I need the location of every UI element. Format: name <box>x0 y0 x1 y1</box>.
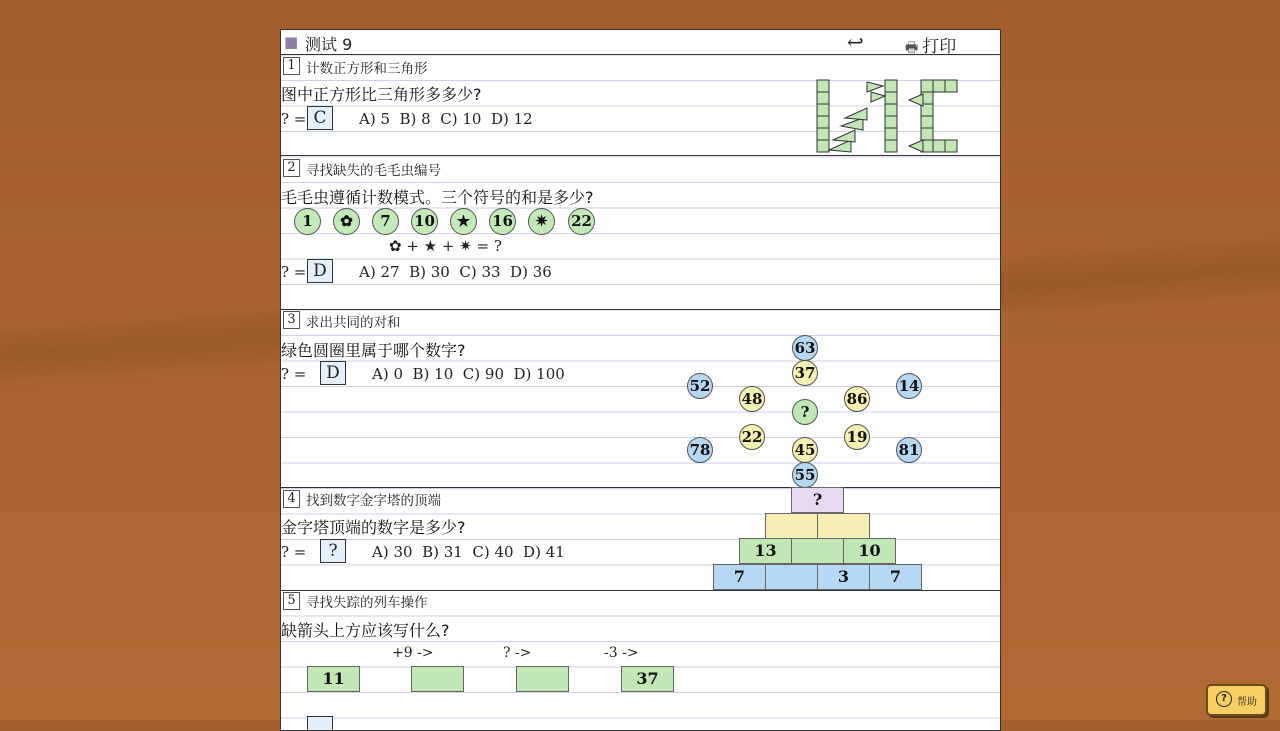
train-car: 11 <box>307 666 360 692</box>
question-icon: ? <box>1216 691 1232 707</box>
page-title: 测试 9 <box>305 35 353 54</box>
question-number-2: 2 <box>283 159 300 177</box>
question-text-4: 金字塔顶端的数字是多少? <box>281 518 466 537</box>
caterpillar-segment: 1 <box>294 208 321 235</box>
train-operation: ? -> <box>503 645 532 661</box>
choices-2: A) 27 B) 30 C) 33 D) 36 <box>359 263 552 281</box>
number-circle: 48 <box>739 386 765 412</box>
printer-icon: 🖶 <box>905 40 919 56</box>
help-label: 帮助 <box>1237 697 1257 708</box>
shapes-figure <box>811 78 971 158</box>
pyramid-brick <box>791 538 844 564</box>
undo-icon[interactable]: ↩ <box>847 30 864 54</box>
number-circle: 55 <box>792 462 818 488</box>
number-circle: 63 <box>792 335 818 361</box>
caterpillar-segment: ✷ <box>528 208 555 235</box>
train-car <box>411 666 464 692</box>
caterpillar-segment: 7 <box>372 208 399 235</box>
answer-box-1[interactable]: C <box>307 106 333 130</box>
question-title-4: 找到数字金字塔的顶端 <box>306 493 441 509</box>
divider <box>281 155 1000 156</box>
number-circle: 19 <box>844 424 870 450</box>
question-text-1: 图中正方形比三角形多多少? <box>281 85 482 104</box>
caterpillar-segment: ✿ <box>333 208 360 235</box>
number-circle: 78 <box>687 437 713 463</box>
answer-label-3: ? = <box>281 365 307 383</box>
question-title-2: 寻找缺失的毛毛虫编号 <box>306 163 441 179</box>
caterpillar-segment: 10 <box>411 208 438 235</box>
question-number-1: 1 <box>283 57 300 75</box>
train-car: 37 <box>621 666 674 692</box>
caterpillar-segment: 16 <box>489 208 516 235</box>
print-label: 打印 <box>922 37 957 57</box>
answer-label-2: ? = <box>281 263 307 281</box>
number-circle: 81 <box>896 437 922 463</box>
answer-box-3[interactable]: D <box>320 361 346 385</box>
choices-1: A) 5 B) 8 C) 10 D) 12 <box>359 110 533 128</box>
number-circle: 45 <box>792 437 818 463</box>
answer-label-1: ? = <box>281 110 307 128</box>
symbol-formula: ✿ + ★ + ✷ = ? <box>389 237 502 255</box>
pyramid-brick <box>817 513 870 539</box>
help-button[interactable] <box>1206 684 1267 716</box>
number-circle: 37 <box>792 360 818 386</box>
number-circle: 22 <box>739 424 765 450</box>
caterpillar-segment: ★ <box>450 208 477 235</box>
pyramid-brick: 10 <box>843 538 896 564</box>
question-text-2: 毛毛虫遵循计数模式。三个符号的和是多少? <box>281 188 594 207</box>
train-operation: +9 -> <box>392 645 434 661</box>
center-circle: ? <box>792 399 818 425</box>
pyramid-brick: 3 <box>817 564 870 590</box>
question-number-4: 4 <box>283 490 300 508</box>
question-text-3: 绿色圆圈里属于哪个数字? <box>281 341 466 360</box>
pyramid-brick: 13 <box>739 538 792 564</box>
question-title-1: 计数正方形和三角形 <box>306 61 428 77</box>
divider <box>281 487 1000 488</box>
answer-box-2[interactable]: D <box>307 259 333 283</box>
cat-icon: ■ <box>284 33 299 51</box>
question-text-5: 缺箭头上方应该写什么? <box>281 621 450 640</box>
pyramid-brick <box>765 513 818 539</box>
worksheet <box>280 29 1001 731</box>
answer-box-4[interactable]: ? <box>320 539 346 563</box>
choices-4: A) 30 B) 31 C) 40 D) 41 <box>372 543 565 561</box>
question-number-5: 5 <box>283 592 300 610</box>
number-circle: 52 <box>687 373 713 399</box>
question-title-5: 寻找失踪的列车操作 <box>306 595 428 611</box>
question-number-3: 3 <box>283 311 300 329</box>
answer-box-5[interactable] <box>307 716 333 731</box>
answer-label-4: ? = <box>281 543 307 561</box>
caterpillar-segment: 22 <box>568 208 595 235</box>
divider <box>281 309 1000 310</box>
number-circle: 86 <box>844 386 870 412</box>
question-title-3: 求出共同的对和 <box>306 315 401 331</box>
title-bar <box>281 30 1000 55</box>
number-circle: 14 <box>896 373 922 399</box>
choices-3: A) 0 B) 10 C) 90 D) 100 <box>372 365 565 383</box>
pyramid-brick <box>765 564 818 590</box>
pyramid-brick: ? <box>791 487 844 513</box>
train-car <box>516 666 569 692</box>
train-operation: -3 -> <box>604 645 639 661</box>
pyramid-brick: 7 <box>713 564 766 590</box>
pyramid-brick: 7 <box>869 564 922 590</box>
print-button[interactable] <box>905 32 956 61</box>
